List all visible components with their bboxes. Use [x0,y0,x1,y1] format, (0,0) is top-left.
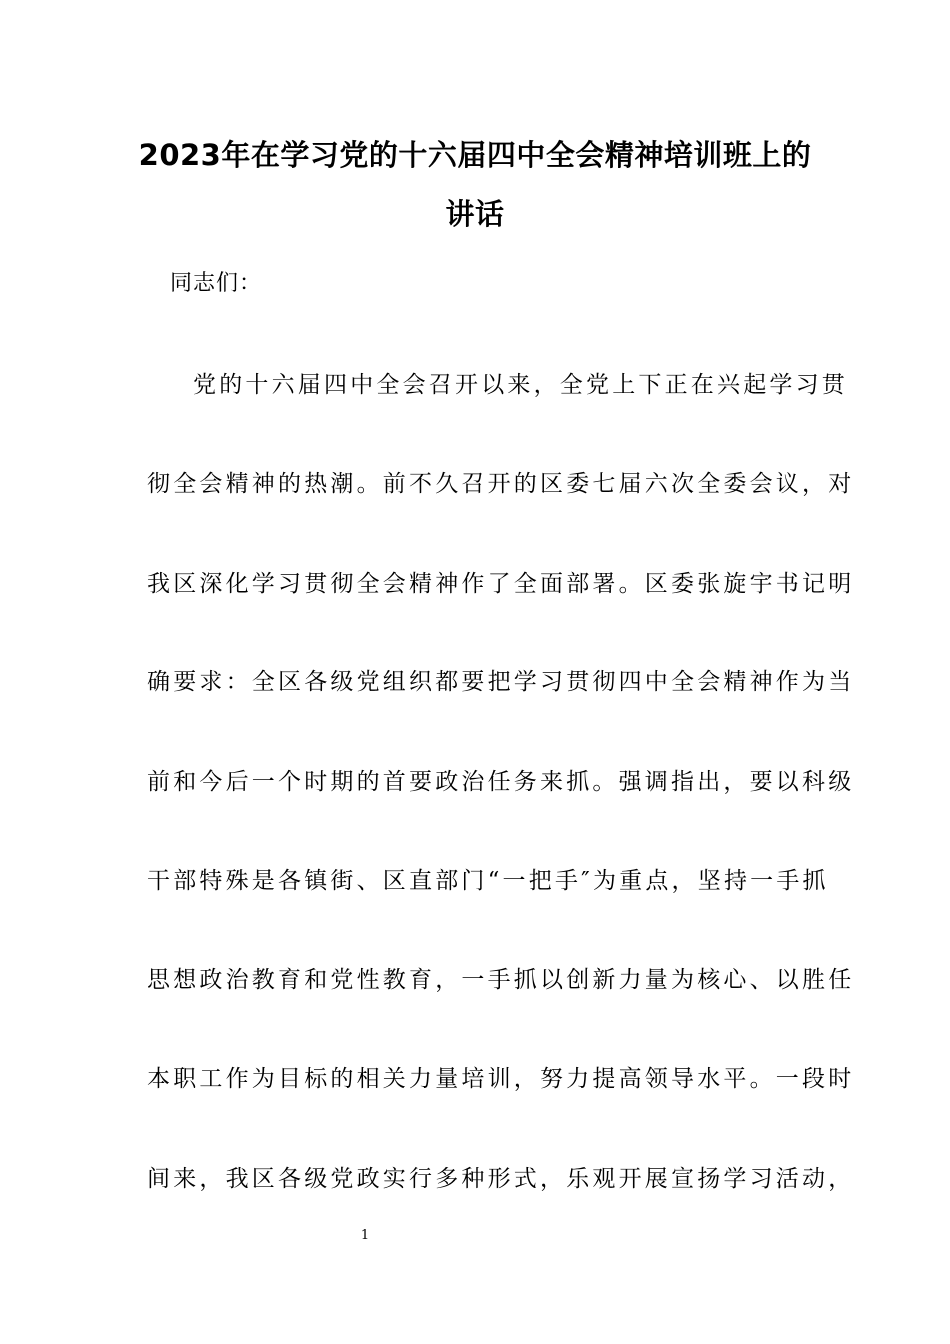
paragraph-line-3: 我区深化学习贯彻全会精神作了全面部署。区委张旋宇书记明 [147,571,855,597]
paragraph-line-6: 干部特殊是各镇街、区直部门“一把手″为重点，坚持一手抓 [147,868,829,894]
paragraph-line-7: 思想政治教育和党性教育，一手抓以创新力量为核心、以胜任 [147,967,855,993]
paragraph-line-1: 党的十六届四中全会召开以来，全党上下正在兴起学习贯 [193,372,848,398]
paragraph-line-5: 前和今后一个时期的首要政治任务来抓。强调指出，要以科级 [147,769,855,795]
paragraph-line-8: 本职工作为目标的相关力量培训，努力提高领导水平。一段时 [147,1066,855,1092]
page-number: 1 [360,1228,370,1243]
document-title-line-1: 2023年在学习党的十六届四中全会精神培训班上的 [138,138,812,172]
document-title-line-2: 讲话 [445,197,505,231]
paragraph-line-2: 彻全会精神的热潮。前不久召开的区委七届六次全委会议，对 [147,471,855,497]
salutation: 同志们： [170,271,263,296]
paragraph-line-9: 间来，我区各级党政实行多种形式，乐观开展宣扬学习活动， [147,1166,855,1192]
paragraph-line-4: 确要求：全区各级党组织都要把学习贯彻四中全会精神作为当 [147,669,855,695]
